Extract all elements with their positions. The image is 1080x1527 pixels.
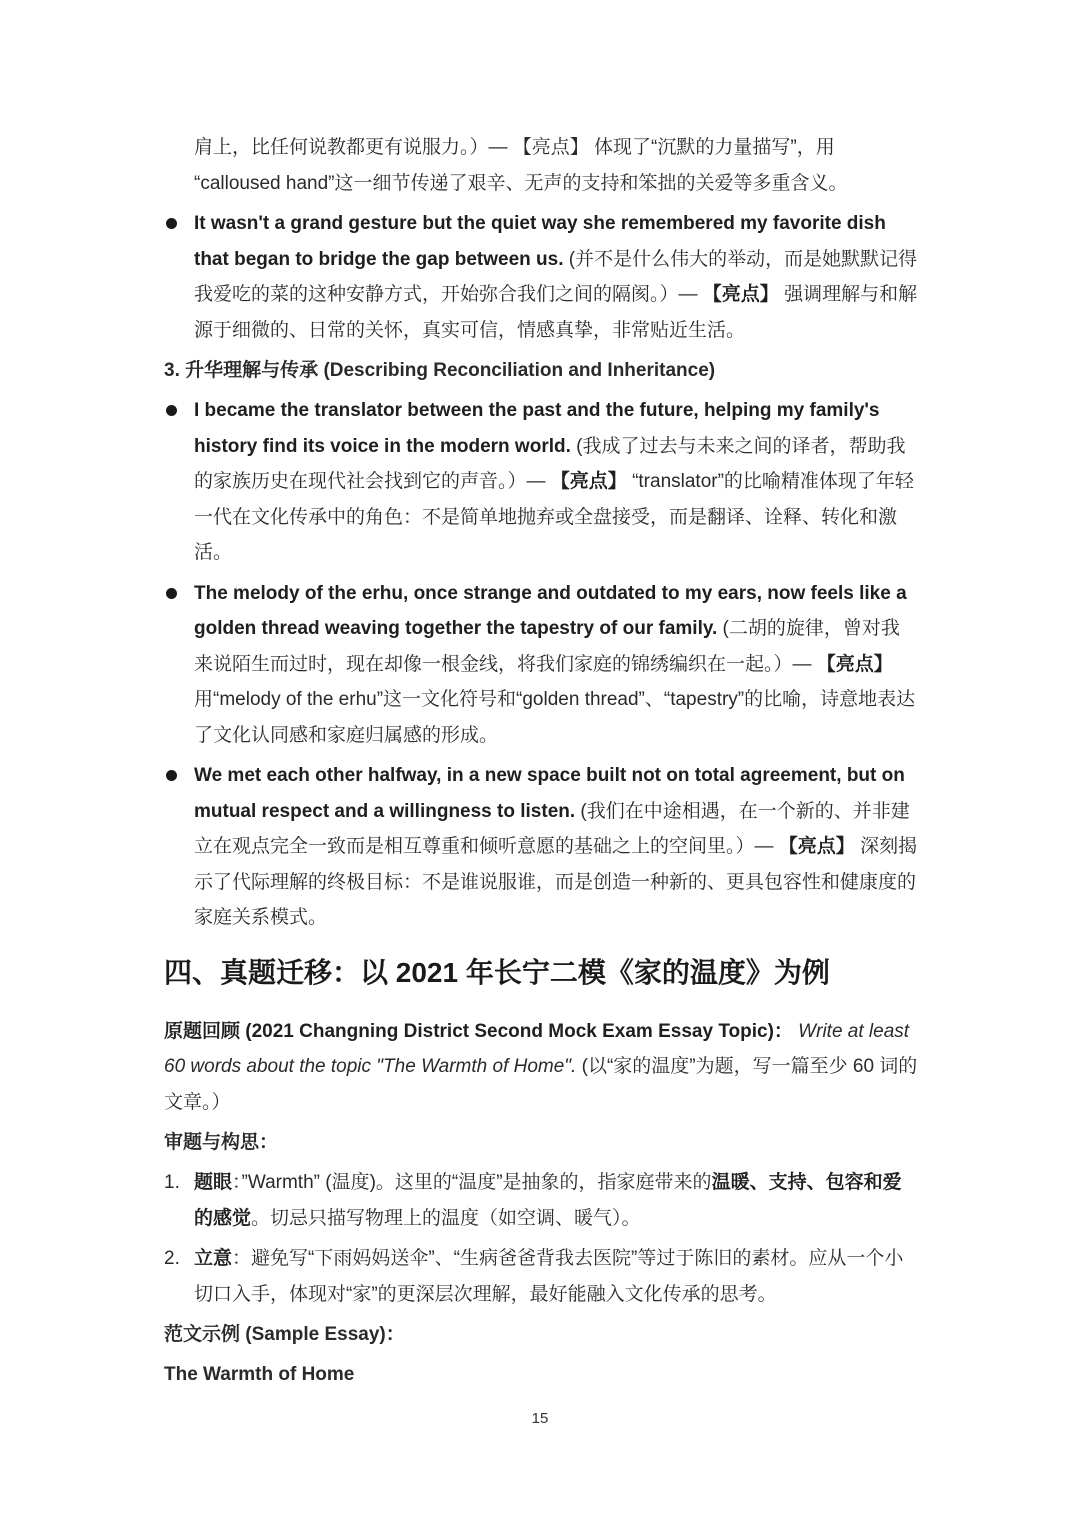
highlight-note: 用“melody of the erhu”这一文化符号和“golden thread”、“tapestry”的比喻，诗意地表达了文化认同感和家庭归属感的形成。: [194, 689, 916, 746]
item-key: 题眼: [194, 1172, 233, 1193]
continued-line-1: 肩上，比任何说教都更有说服力。）— 【亮点】 体现了“沉默的力量描写”，用: [194, 137, 835, 158]
item-number: 2.: [164, 1248, 180, 1269]
bullet-item-translator: [164, 393, 918, 571]
analysis-item-1: [164, 1165, 918, 1236]
sample-essay-heading: 范文示例 (Sample Essay)：: [164, 1324, 405, 1345]
item-text-end: 。切忌只描写物理上的温度（如空调、暖气）。: [251, 1207, 641, 1229]
translation-text: (我们在中途相遇，在一个新的、并非建立在观点完全一致而是相互尊重和倾听意愿的基础之上的空间里。）—: [194, 800, 910, 857]
highlight-tag: 【亮点】: [702, 284, 779, 305]
section-heading-3: [164, 353, 918, 388]
item-number: 1.: [164, 1172, 180, 1193]
section-title-en: (Describing Reconciliation and Inheritance): [323, 360, 716, 381]
item-emphasis: 温暖、支持、包容和爱的感觉: [194, 1172, 902, 1229]
highlight-tag: 【亮点】: [550, 471, 627, 492]
translation-text: (二胡的旋律，曾对我来说陌生而过时，现在却像一根金线，将我们家庭的锦绣编织在一起。）—: [194, 618, 900, 675]
example-sentence: It wasn't a grand gesture but the quiet way she remembered my favorite dish that began to bridge the gap between us.: [194, 213, 886, 270]
page-number: 15: [531, 1410, 549, 1427]
translation-text: (我成了过去与未来之间的译者，帮助我的家族历史在现代社会找到它的声音。）—: [194, 435, 906, 492]
original-topic-prompt: Write at least 60 words about the topic "The Warmth of Home".: [164, 1020, 910, 1077]
bullet-item-halfway: [164, 758, 918, 936]
document-page: [164, 130, 918, 1397]
bullet-dot-icon: [166, 405, 177, 416]
item-text: ：避免写“下雨妈妈送伞”、“生病爸爸背我去医院”等过于陈旧的素材。应从一个小切口入手，体现对“家”的更深层次理解，最好能融入文化传承的思考。: [194, 1248, 904, 1305]
item-text: ：”Warmth” (温度)。这里的“温度”是抽象的，指家庭带来的: [232, 1172, 712, 1193]
section-heading-4: 四、真题迁移：以 2021 年长宁二模《家的温度》为例: [164, 956, 830, 988]
continued-line-2: “calloused hand”这一细节传递了艰辛、无声的支持和笨拙的关爱等多重含义。: [194, 172, 848, 194]
sample-essay-title: The Warmth of Home: [164, 1364, 355, 1385]
bullet-dot-icon: [166, 588, 177, 599]
example-sentence: The melody of the erhu, once strange and outdated to my ears, now feels like a golden thread weaving together the tapestry of our family.: [194, 582, 907, 639]
section-number: 3.: [164, 360, 180, 381]
analysis-heading: 审题与构思：: [164, 1132, 279, 1153]
example-sentence: I became the translator between the past and the future, helping my family's history find its voice in the modern world.: [194, 400, 880, 457]
highlight-tag: 【亮点】: [816, 653, 893, 675]
continued-paragraph: [164, 130, 918, 201]
highlight-note: 强调理解与和解源于细微的、日常的关怀，真实可信，情感真挚，非常贴近生活。: [194, 284, 918, 341]
analysis-item-2: [164, 1241, 918, 1312]
bullet-item-erhu: [164, 576, 918, 754]
section-title-zh: 升华理解与传承: [185, 360, 319, 381]
item-key: 立意: [194, 1248, 233, 1269]
bullet-dot-icon: [166, 218, 177, 229]
highlight-note: 深刻揭示了代际理解的终极目标：不是谁说服谁，而是创造一种新的、更具包容性和健康度的家庭关系模式。: [194, 836, 918, 928]
example-sentence: We met each other halfway, in a new space built not on total agreement, but on mutual respect and a willingness to listen.: [194, 765, 905, 822]
original-topic-label: 原题回顾 (2021 Changning District Second Mock Exam Essay Topic)：: [164, 1020, 793, 1042]
bullet-dot-icon: [166, 770, 177, 781]
translation-text: (并不是什么伟大的举动，而是她默默记得我爱吃的菜的这种安静方式，开始弥合我们之间的隔阂。）—: [194, 248, 918, 305]
highlight-tag: 【亮点】: [778, 836, 855, 857]
bullet-item-quiet-gesture: [164, 206, 918, 348]
original-topic-zh: (以“家的温度”为题，写一篇至少 60 词的文章。）: [164, 1056, 918, 1113]
highlight-note: “translator”的比喻精准体现了年轻一代在文化传承中的角色：不是简单地抛弃或全盘接受，而是翻译、诠释、转化和激活。: [194, 471, 914, 563]
original-topic: [164, 1014, 918, 1121]
